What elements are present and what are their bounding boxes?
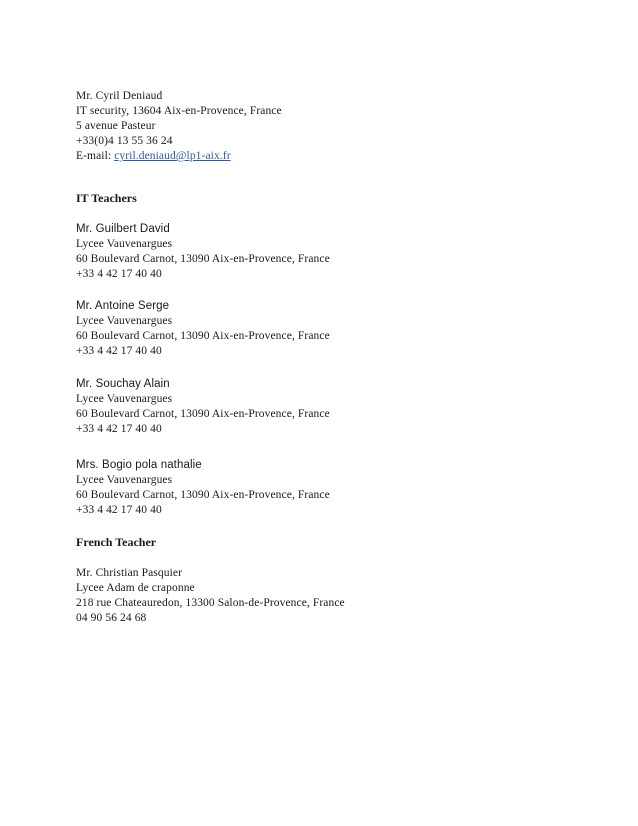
teacher-phone: +33 4 42 17 40 40: [76, 345, 162, 357]
teacher-school: Lycee Vauvenargues: [76, 474, 173, 486]
teacher-name: Mr. Guilbert David: [76, 223, 170, 235]
teacher-name: Mrs. Bogio pola nathalie: [76, 459, 202, 471]
section-heading-it-teachers: IT Teachers: [76, 191, 137, 205]
email-label: E-mail:: [76, 150, 112, 162]
teacher-name: Mr. Souchay Alain: [76, 378, 170, 390]
teacher-entry: [76, 377, 576, 437]
section-heading-french-teacher: French Teacher: [76, 535, 157, 549]
contact-role-line: IT security, 13604 Aix-en-Provence, France: [76, 105, 282, 117]
teacher-school: Lycee Vauvenargues: [76, 238, 173, 250]
teacher-name: Mr. Christian Pasquier: [76, 567, 183, 579]
teacher-entry: [76, 458, 576, 518]
teacher-school: Lycee Adam de craponne: [76, 582, 195, 594]
teacher-address: 60 Boulevard Carnot, 13090 Aix-en-Provence, France: [76, 489, 330, 501]
teacher-phone: +33 4 42 17 40 40: [76, 504, 162, 516]
teacher-address: 218 rue Chateauredon, 13300 Salon-de-Provence, France: [76, 597, 345, 609]
teacher-school: Lycee Vauvenargues: [76, 393, 173, 405]
teacher-entry: [76, 222, 576, 282]
teacher-phone: +33 4 42 17 40 40: [76, 268, 162, 280]
teacher-school: Lycee Vauvenargues: [76, 315, 173, 327]
it-teachers-section: [76, 191, 576, 206]
french-teacher-section: [76, 535, 576, 550]
security-contact: [76, 89, 576, 164]
teacher-entry: [76, 299, 576, 359]
teacher-address: 60 Boulevard Carnot, 13090 Aix-en-Provence, France: [76, 253, 330, 265]
contact-email-line: [76, 149, 576, 164]
teacher-phone: +33 4 42 17 40 40: [76, 423, 162, 435]
teacher-address: 60 Boulevard Carnot, 13090 Aix-en-Provence, France: [76, 330, 330, 342]
contact-phone: +33(0)4 13 55 36 24: [76, 135, 173, 147]
teacher-phone: 04 90 56 24 68: [76, 612, 147, 624]
french-teacher-entry: [76, 566, 576, 626]
email-link[interactable]: cyril.deniaud@lp1-aix.fr: [114, 150, 231, 162]
contact-name: Mr. Cyril Deniaud: [76, 90, 163, 102]
teacher-name: Mr. Antoine Serge: [76, 300, 170, 312]
teacher-address: 60 Boulevard Carnot, 13090 Aix-en-Provence, France: [76, 408, 330, 420]
contact-street: 5 avenue Pasteur: [76, 120, 156, 132]
